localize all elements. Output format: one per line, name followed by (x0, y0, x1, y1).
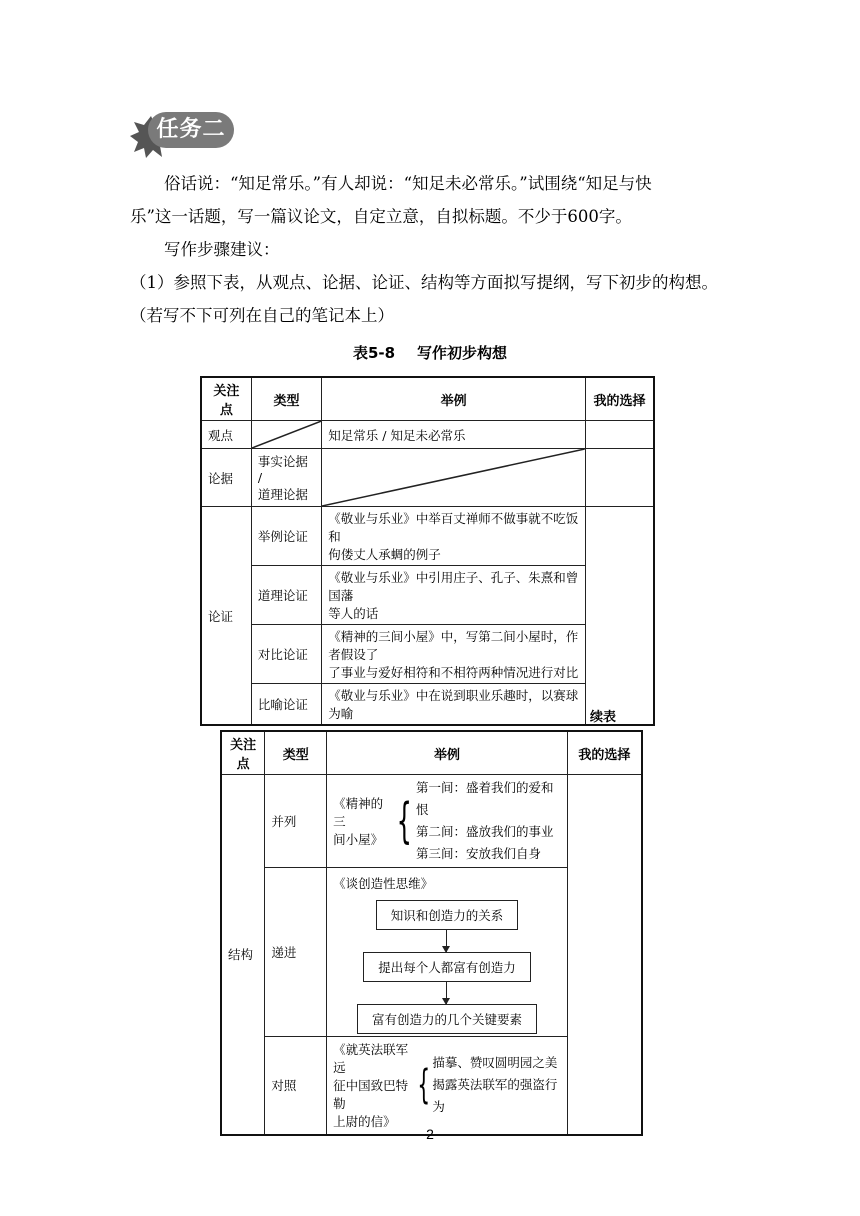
continued-label: 续表 (590, 710, 617, 725)
table-title: 写作初步构想 (417, 344, 508, 362)
list-item: 揭露英法联军的强盗行为 (432, 1077, 558, 1115)
argument-example: 《敬业与乐业》中在说到职业乐趣时，以赛球为喻 (322, 684, 586, 726)
evidence-type-line-1: 事实论据 / (257, 454, 308, 485)
argument-example (322, 566, 586, 625)
evidence-type-line-2: 道理论据 (257, 487, 308, 502)
brace-icon: { (397, 793, 413, 849)
contrast-example (327, 1037, 568, 1135)
example-line: 等人的话 (328, 606, 379, 621)
focus-viewpoint: 观点 (201, 421, 251, 449)
evidence-type (251, 449, 321, 507)
steps-heading: 写作步骤建议： (164, 240, 280, 259)
header-type: 类型 (265, 731, 327, 775)
list-item: 第一间：盛着我们的爱和恨 (416, 780, 554, 817)
diagonal-cell (322, 449, 586, 507)
flow-step: 提出每个人都富有创造力 (363, 952, 531, 982)
source-line: 上尉的信》 (333, 1114, 396, 1130)
prompt-line-1: 俗话说：“知足常乐。”有人却说：“知足未必常乐。”试围绕“知足与快 (164, 174, 652, 193)
viewpoint-example: 知足常乐 / 知足未必常乐 (322, 421, 586, 449)
example-line: 了事业与爱好相符和不相符两种情况进行对比 (328, 665, 579, 680)
progressive-example (327, 868, 568, 1037)
choice-cell[interactable] (586, 507, 654, 726)
header-example: 举例 (322, 377, 586, 421)
choice-cell[interactable] (586, 421, 654, 449)
list-item: 第二间：盛放我们的事业 (416, 824, 554, 839)
source-line: 《谈创造性思维》 (333, 876, 434, 891)
header-choice: 我的选择 (567, 731, 642, 775)
header-choice: 我的选择 (586, 377, 654, 421)
structure-type: 递进 (265, 868, 327, 1037)
diagonal-cell (251, 421, 321, 449)
choice-cell[interactable] (586, 449, 654, 507)
table-row (201, 449, 654, 507)
example-line: 《敬业与乐业》中引用庄子、孔子、朱熹和曾国藩 (328, 570, 579, 603)
task-badge (130, 106, 235, 154)
focus-structure: 结构 (221, 775, 265, 1135)
step-1-line-1: （1）参照下表，从观点、论据、论证、结构等方面拟写提纲，写下初步的构想。 (130, 273, 718, 292)
prompt-line-2: 乐”这一话题，写一篇议论文，自定立意，自拟标题。不少于600字。 (130, 207, 632, 226)
table-caption (0, 342, 860, 363)
choice-cell[interactable] (567, 775, 642, 1135)
example-line: 《精神的三间小屋》中，写第二间小屋时，作者假设了 (328, 629, 579, 662)
page-number: 2 (426, 1126, 434, 1142)
argument-type: 道理论证 (251, 566, 321, 625)
table-number: 表5-8 (352, 344, 396, 362)
structure-type: 并列 (265, 775, 327, 868)
list-item: 第三间：安放我们自身 (416, 846, 542, 861)
header-type: 类型 (251, 377, 321, 421)
flow-step: 知识和创造力的关系 (376, 900, 519, 930)
task-title: 任务二 (148, 112, 234, 148)
brace-icon: { (417, 1062, 430, 1109)
concept-table (200, 376, 655, 726)
argument-example (322, 507, 586, 566)
source-line: 《精神的三 (333, 796, 384, 829)
flowchart (333, 900, 561, 1034)
table-row (201, 507, 654, 566)
header-example: 举例 (327, 731, 568, 775)
source-line: 间小屋》 (333, 832, 384, 847)
focus-evidence: 论据 (201, 449, 251, 507)
header-focus: 关注点 (221, 731, 265, 775)
focus-argument: 论证 (201, 507, 251, 726)
argument-example (322, 625, 586, 684)
table-row (201, 421, 654, 449)
argument-type: 举例论证 (251, 507, 321, 566)
header-focus: 关注点 (201, 377, 251, 421)
parallel-example (327, 775, 568, 868)
list-item: 描摹、赞叹圆明园之美 (432, 1055, 558, 1071)
structure-table (220, 730, 643, 1136)
example-line: 《敬业与乐业》中举百丈禅师不做事就不吃饭和 (328, 511, 579, 544)
example-line: 佝偻丈人承蜩的例子 (328, 547, 441, 562)
arrow-down-icon (446, 930, 447, 952)
step-1-line-2: （若写不下可列在自己的笔记本上） (130, 306, 394, 325)
argument-type: 对比论证 (251, 625, 321, 684)
source-line: 《就英法联军远 (333, 1042, 409, 1076)
structure-type: 对照 (265, 1037, 327, 1135)
flow-step: 富有创造力的几个关键要素 (357, 1004, 537, 1034)
argument-type: 比喻论证 (251, 684, 321, 726)
arrow-down-icon (446, 982, 447, 1004)
table-row (221, 775, 642, 868)
source-line: 征中国致巴特勒 (333, 1078, 409, 1112)
